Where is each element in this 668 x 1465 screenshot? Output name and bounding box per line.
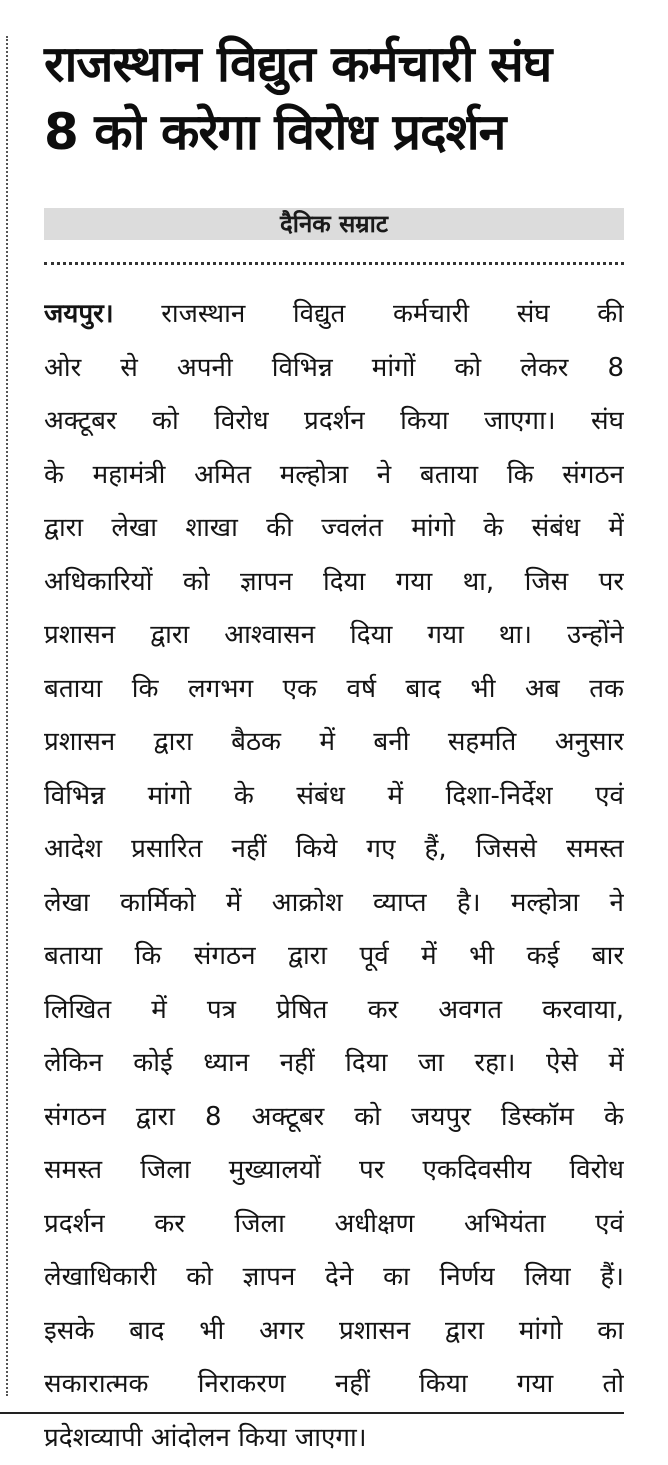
article-line: प्रदर्शन कर जिला अधीक्षण अभियंता एवं — [44, 1198, 624, 1252]
article-line: लेखाधिकारी को ज्ञापन देने का निर्णय लिया हैं। — [44, 1251, 624, 1305]
byline-source: दैनिक सम्राट — [280, 210, 388, 238]
article-line: ओर से अपनी विभिन्न मांगों को लेकर 8 — [44, 342, 624, 396]
article-line — [44, 288, 624, 342]
article-line: अधिकारियों को ज्ञापन दिया गया था, जिस पर — [44, 556, 624, 610]
article-line: इसके बाद भी अगर प्रशासन द्वारा मांगो का — [44, 1305, 624, 1359]
dotted-separator — [44, 262, 624, 265]
article-line: अक्टूबर को विरोध प्रदर्शन किया जाएगा। संघ — [44, 395, 624, 449]
article-line: के महामंत्री अमित मल्होत्रा ने बताया कि संगठन — [44, 449, 624, 503]
article-line-last: प्रदेशव्यापी आंदोलन किया जाएगा। — [44, 1412, 624, 1465]
article-line: द्वारा लेखा शाखा की ज्वलंत मांगो के संबंध में — [44, 502, 624, 556]
article-line: बताया कि लगभग एक वर्ष बाद भी अब तक — [44, 663, 624, 717]
article-line: लिखित में पत्र प्रेषित कर अवगत करवाया, — [44, 984, 624, 1038]
article-line: बताया कि संगठन द्वारा पूर्व में भी कई बार — [44, 930, 624, 984]
article-line: प्रशासन द्वारा आश्वासन दिया गया था। उन्होंने — [44, 609, 624, 663]
bottom-rule — [0, 1412, 624, 1414]
left-dotted-border — [6, 36, 8, 1396]
article-line: प्रशासन द्वारा बैठक में बनी सहमति अनुसार — [44, 716, 624, 770]
article-line: लेखा कार्मिको में आक्रोश व्याप्त है। मल्होत्रा ने — [44, 877, 624, 931]
article-body — [44, 288, 624, 1465]
headline-line-2: 8 को करेगा विरोध प्रदर्शन — [44, 98, 644, 166]
article-first-line-text: राजस्थान विद्युत कर्मचारी संघ की — [114, 299, 624, 329]
headline-line-1: राजस्थान विद्युत कर्मचारी संघ — [44, 30, 644, 98]
article-line: समस्त जिला मुख्यालयों पर एकदिवसीय विरोध — [44, 1144, 624, 1198]
article-line: सकारात्मक निराकरण नहीं किया गया तो — [44, 1358, 624, 1412]
dateline: जयपुर। — [44, 299, 114, 329]
headline — [44, 30, 644, 166]
article-line: लेकिन कोई ध्यान नहीं दिया जा रहा। ऐसे में — [44, 1037, 624, 1091]
article-line: संगठन द्वारा 8 अक्टूबर को जयपुर डिस्कॉम के — [44, 1091, 624, 1145]
article-line: विभिन्न मांगो के संबंध में दिशा-निर्देश एवं — [44, 770, 624, 824]
article-line: आदेश प्रसारित नहीं किये गए हैं, जिससे समस्त — [44, 823, 624, 877]
byline-bar — [44, 208, 624, 240]
